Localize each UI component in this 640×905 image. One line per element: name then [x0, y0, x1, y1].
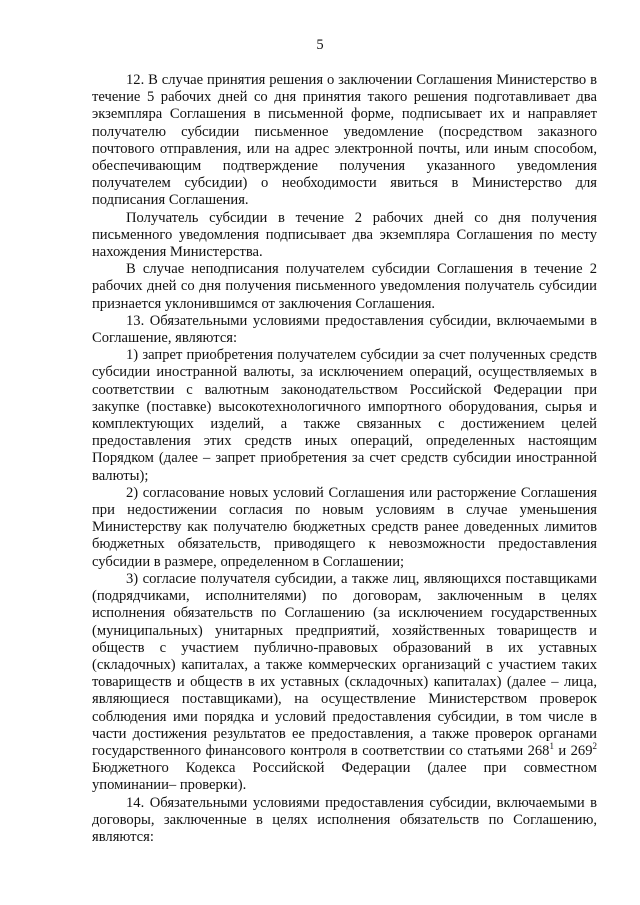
paragraph-12: 12. В случае принятия решения о заключении Соглашения Министерство в течение 5 рабочих дней со дня принятия такого решения подготавливает два экземпляра Соглашения в письменной форме, подписывает их и направляет получателю субсидии письменное уведомление (посредством заказного почтового отправления, или на адрес электронной почты, или иным способом, обеспечивающим подтверждение получения указанного уведомления получателем субсидии) о необходимости явиться в Министерство для подписания Соглашения. [92, 72, 597, 209]
footnote-superscript: 2 [592, 741, 598, 752]
paragraph-signing-deadline: Получатель субсидии в течение 2 рабочих дней со дня получения письменного уведомления подписывает два экземпляра Соглашения по месту нахождения Министерства. [92, 209, 597, 261]
paragraph-13: 13. Обязательными условиями предоставления субсидии, включаемыми в Соглашение, являются: [92, 312, 597, 347]
footnote-superscript: 1 [549, 741, 554, 752]
paragraph-13-item-1: 1) запрет приобретения получателем субсидии за счет полученных средств субсидии иностранной валюты, за исключением операций, осуществляемых в соответствии с валютным законодательством Российской Федерации при закупке (поставке) высокотехнологичного импортного оборудования, сырья и комплектующих изделий, а также связанных с достижением целей предоставления этих средств иных операций, определенных настоящим Порядком (далее – запрет приобретения за счет средств субсидии иностранной валюты); [92, 347, 597, 484]
paragraph-14: 14. Обязательными условиями предоставления субсидии, включаемыми в договоры, заключенные в целях исполнения обязательств по Соглашению, являются: [92, 794, 597, 845]
paragraph-non-signing: В случае неподписания получателем субсидии Соглашения в течение 2 рабочих дней со дня получения письменного уведомления получатель субсидии признается уклонившимся от заключения Соглашения. [92, 261, 597, 312]
paragraph-13-item-2: 2) согласование новых условий Соглашения или расторжение Соглашения при недостижении согласия по новым условиям в случае уменьшения Министерству как получателю бюджетных средств ранее доведенных лимитов бюджетных обязательств, приводящего к невозможности предоставления субсидии в размере, определенном в Соглашении; [92, 484, 597, 570]
item-3-text: 3) согласие получателя субсидии, а также лиц, являющихся поставщиками (подрядчиками, исполнителями) по договорам, заключенным в целях исполнения обязательств по Соглашению (за исключением государственных (муниципальных) унитарных предприятий, хозяйственных товариществ и обществ с участием публично-правовых образований в их уставных (складочных) капиталах, а также коммерческих организаций с участием таких товариществ и обществ в их уставных (складочных) капиталах) (далее – лица, являющиеся поставщиками), на осуществление Министерством проверок соблюдения ими порядка и условий предоставления субсидии, в том числе в части достижения результатов ее предоставления, а также проверок органами государственного финансового контроля в соответствии со статьями 268 [92, 570, 597, 759]
page-number: 5 [316, 37, 324, 53]
paragraph-13-item-3 [92, 571, 597, 795]
item-3-tail: Бюджетного Кодекса Российской Федерации (далее при совместном упоминании– проверки). [92, 760, 597, 794]
document-body [92, 72, 597, 846]
item-3-mid: и 269 [553, 742, 593, 759]
